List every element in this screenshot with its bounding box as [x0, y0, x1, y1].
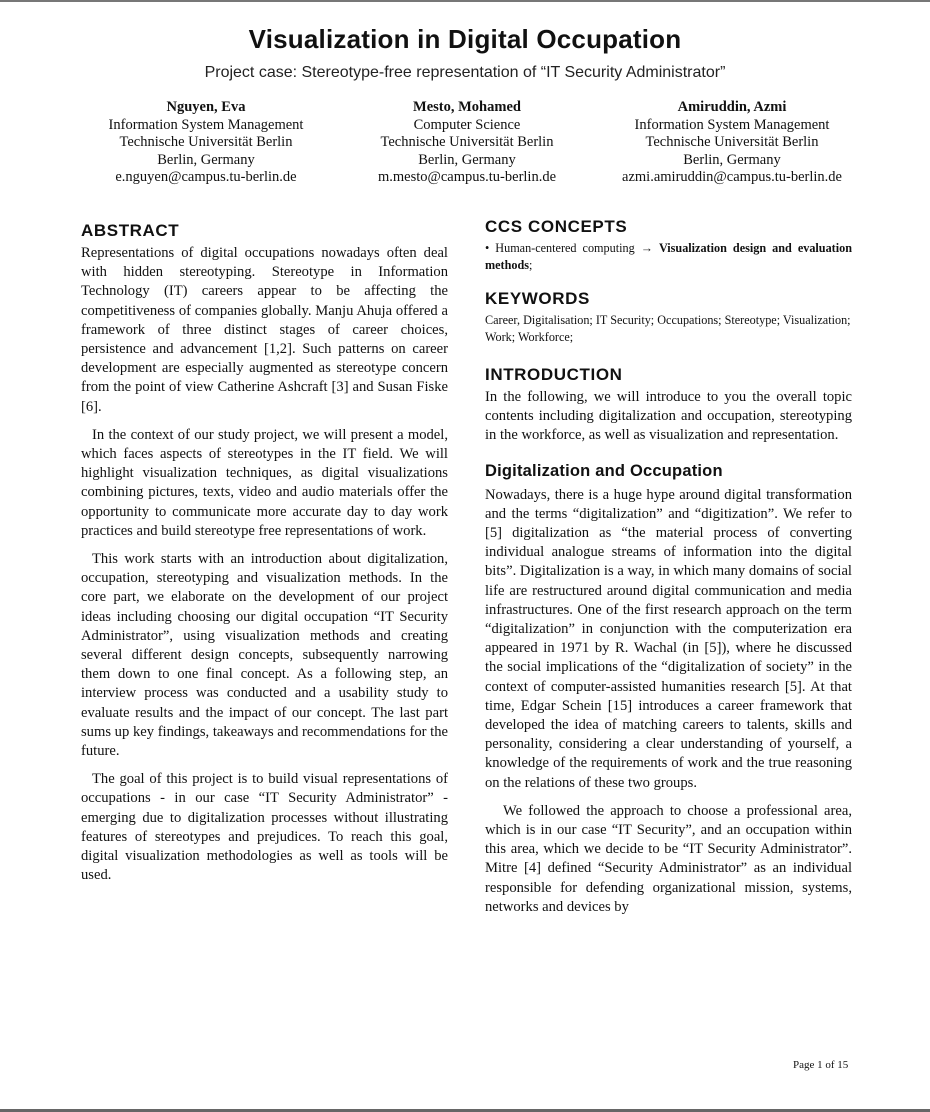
ccs-prefix: • Human-centered computing → — [485, 241, 659, 255]
abstract-heading: ABSTRACT — [81, 221, 180, 240]
author-block-1 — [61, 99, 351, 187]
author-city: Berlin, Germany — [157, 151, 255, 168]
author-university: Technische Universität Berlin — [645, 134, 819, 150]
author-city: Berlin, Germany — [418, 151, 516, 168]
author-city: Berlin, Germany — [683, 151, 781, 168]
author-name: Mesto, Mohamed — [413, 99, 521, 115]
abstract-paragraph: In the context of our study project, we will present a model, which faces aspects of stereotypes in the IT field. We will highlight visualization techniques, as digital visualizations combining pictures, texts, video and audio materials offer the opportunity to communicate more accurate day to day work practices and build stereotype free representations of work. — [81, 426, 448, 539]
digitalization-paragraph: We followed the approach to choose a professional area, which is in our case “IT Security”, and an occupation within this area, which we decide to be “IT Security Administrator”. Mitre [4] defined “Security Administrator” as an individual responsible for defending organizational mission, systems, networks and devices by — [485, 802, 852, 915]
paper-title: Visualization in Digital Occupation — [248, 24, 682, 54]
author-name: Nguyen, Eva — [166, 99, 246, 115]
author-block-2 — [322, 99, 612, 187]
keywords-heading: KEYWORDS — [485, 289, 590, 308]
author-university: Technische Universität Berlin — [119, 134, 293, 150]
author-department: Computer Science — [413, 116, 521, 133]
author-university: Technische Universität Berlin — [380, 134, 554, 150]
keywords-text: Career, Digitalisation; IT Security; Occupations; Stereotype; Visualization; Work; Workforce; — [485, 313, 851, 344]
author-name: Amiruddin, Azmi — [677, 99, 787, 115]
author-email: e.nguyen@campus.tu-berlin.de — [115, 169, 297, 185]
author-department: Information System Management — [634, 116, 830, 133]
digitalization-heading: Digitalization and Occupation — [485, 461, 723, 480]
author-email: m.mesto@campus.tu-berlin.de — [377, 169, 557, 185]
top-border — [0, 0, 930, 2]
ccs-heading: CCS CONCEPTS — [485, 217, 628, 236]
paper-subtitle: Project case: Stereotype-free representation of “IT Security Administrator” — [204, 64, 726, 81]
author-block-3 — [587, 99, 877, 187]
author-department: Information System Management — [108, 116, 304, 133]
abstract-paragraph: The goal of this project is to build visual representations of occupations - in our case “IT Security Administrator” - emerging due to digitalization processes without illustrating features of stereotypes and prejudices. To reach this goal, digital visualization methodologies as well as tools will be used. — [81, 771, 448, 884]
abstract-paragraph: Representations of digital occupations nowadays often deal with hidden stereotyping. Stereotype in Information Technology (IT) careers appear to be affecting the competitiveness of companies globally. Manju Ahuja offered a framework of three distinct stages of career choices, persistence and advancement [1,2]. Such patterns on career development are especially augmented as stereotype concern from the point of view Catherine Ashcraft [3] and Susan Fiske [6]. — [81, 245, 448, 415]
digitalization-paragraph: Nowadays, there is a huge hype around digital transformation and the terms “digitalization” and “digitization”. We refer to [5] digitalization as “the material process of converting individual analogue streams of information into the digital bits”. Digitalization is a way, in which many domains of social life are restructured around digital communication and media infrastructures. One of the first research approach on the term “digitalization” in conjunction with the computerization era appeared in 1971 by R. Wachal (in [5]), where he discussed the social implications of the “digitalization of society” in the context of computer-assisted humanities research [5]. At that time, Edgar Schein [15] introduces a career framework that developed the idea of matching careers to talents, skills and personality, considering a clear understanding of yourself, a knowledge of the requirements of work and the true reasoning on the relations of these two groups. — [485, 486, 852, 791]
ccs-concepts-text — [485, 240, 852, 274]
introduction-text: In the following, we will introduce to you the overall topic contents including digitalization and occupation, stereotyping in the workforce, as well as visualization and representation. — [485, 389, 852, 444]
ccs-bold: Visualization design and evaluation methods — [485, 241, 852, 272]
left-column — [81, 220, 448, 895]
right-column — [485, 216, 852, 926]
abstract-paragraph: This work starts with an introduction about digitalization, occupation, stereotyping and visualization methods. In the core part, we elaborate on the development of our project ideas including choosing our digital occupation “IT Security Administrator”, using visualization methods and creating several different design concepts, subsequently narrowing them down to one final concept. As a following step, an interview process was conducted and a usability study to evaluate results and the impact of our concept. The last part sums up key findings, takeaways and recommendations for the future. — [81, 551, 448, 760]
ccs-suffix: ; — [529, 258, 533, 272]
page-number: Page 1 of 15 — [793, 1059, 849, 1071]
introduction-heading: INTRODUCTION — [485, 365, 623, 384]
author-email: azmi.amiruddin@campus.tu-berlin.de — [622, 169, 842, 185]
